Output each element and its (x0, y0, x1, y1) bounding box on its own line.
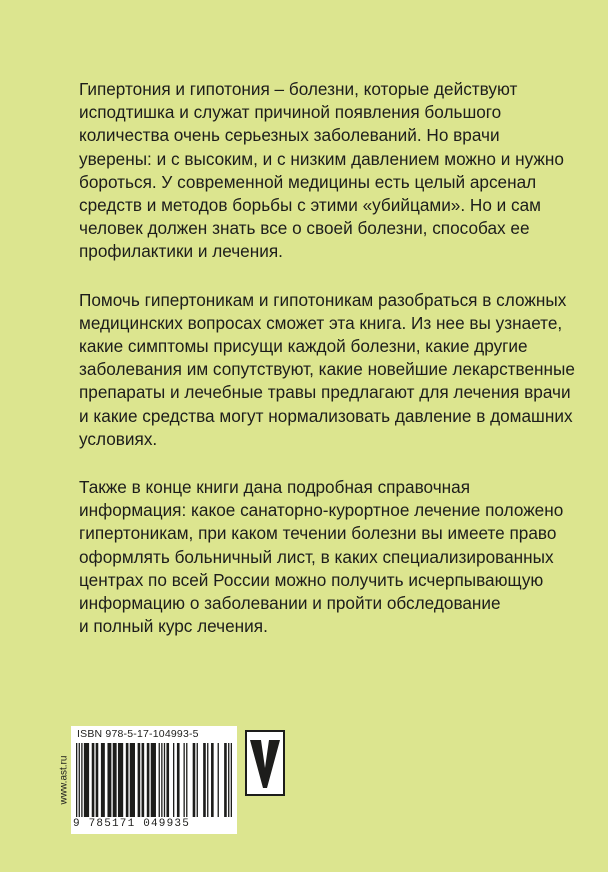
text-line: условиях. (79, 428, 158, 449)
text-line: Гипертония и гипотония – болезни, которые действуют (79, 79, 518, 99)
barcode-stripe (173, 743, 174, 817)
barcode-stripe (186, 743, 187, 817)
barcode-stripe (138, 743, 141, 817)
barcode-stripe (224, 743, 227, 817)
barcode-stripe (193, 743, 196, 817)
barcode-stripe (130, 743, 135, 817)
publisher-v-logo-icon (245, 730, 285, 796)
barcode-stripe (79, 743, 80, 817)
barcode-stripe (203, 743, 206, 817)
text-line: препараты и лечебные травы предлагают для лечения врачи (79, 382, 571, 403)
barcode-stripe (126, 743, 129, 817)
text-line: информацию о заболевании и пройти обследование (79, 593, 501, 614)
barcode-stripe (231, 743, 232, 817)
barcode-area (57, 726, 287, 834)
text-line: количества очень серьезных заболеваний. Но врачи (79, 125, 500, 146)
barcode-stripe (164, 743, 165, 817)
barcode-stripe (197, 743, 198, 817)
text-line: Помочь гипертоникам и гипотоникам разобраться в сложных (79, 289, 567, 310)
text-line: центрах по всей России можно получить исчерпывающую (79, 569, 544, 590)
barcode-stripe (161, 743, 162, 817)
ean-number: 9 785171 049935 (73, 818, 191, 830)
barcode-stripe (177, 743, 180, 817)
text-line: человек должен знать все о своей болезни, способах ее (79, 218, 530, 239)
text-line: уверены: и с высоким, и с низким давлением можно и нужно (79, 148, 564, 169)
text-line: информация: какое санаторно-курортное лечение положено (79, 500, 564, 521)
barcode-stripe (218, 743, 219, 817)
text-line: какие симптомы присущи каждой болезни, какие другие (79, 336, 528, 357)
barcode-stripe (147, 743, 150, 817)
text-line: заболевания им сопутствуют, какие новейшие лекарственные (79, 359, 575, 380)
barcode-stripe (207, 743, 208, 817)
barcode-box (71, 726, 237, 834)
text-line: оформлять больничный лист, в каких специализированных (79, 546, 554, 567)
text-line: и полный курс лечения. (79, 616, 268, 637)
barcode-stripe (228, 743, 229, 817)
barcode-stripe (81, 743, 82, 817)
barcode-stripe (92, 743, 95, 817)
text-line: бороться. У современной медицины есть целый арсенал (79, 171, 537, 192)
text-line: исподтишка и служат причиной появления большого (79, 102, 502, 123)
paragraph-2 (79, 289, 575, 451)
barcode-stripe (101, 743, 105, 817)
text-line: и какие средства могут нормализовать давление в домашних (79, 405, 573, 426)
isbn-label: ISBN 978-5-17-104993-5 (77, 728, 199, 740)
barcode-stripe (107, 743, 111, 817)
website-text: www.ast.ru (58, 755, 70, 805)
barcode-stripe (113, 743, 117, 817)
barcode-stripe (118, 743, 123, 817)
barcode-stripe (211, 743, 214, 817)
barcode-bars (74, 743, 234, 817)
text-line: медицинских вопросах сможет эта книга. Из нее вы узнаете, (79, 312, 563, 333)
barcode-stripe (166, 743, 169, 817)
barcode-stripe (184, 743, 185, 817)
barcode-stripe (159, 743, 160, 817)
text-line: гипертоникам, при каком течении болезни вы имеете право (79, 523, 557, 544)
text-line: профилактики и лечения. (79, 241, 283, 262)
barcode-stripe (84, 743, 89, 817)
barcode-stripe (142, 743, 145, 817)
paragraph-1 (79, 78, 564, 264)
barcode-stripe (151, 743, 156, 817)
barcode-stripe (96, 743, 99, 817)
publisher-website (57, 726, 71, 834)
text-line: средств и методов борьбы с этими «убийцами». Но и сам (79, 195, 541, 216)
barcode-stripe (76, 743, 77, 817)
paragraph-3 (79, 476, 564, 638)
text-line: Также в конце книги дана подробная справочная (79, 477, 471, 498)
back-cover-text (79, 78, 575, 663)
